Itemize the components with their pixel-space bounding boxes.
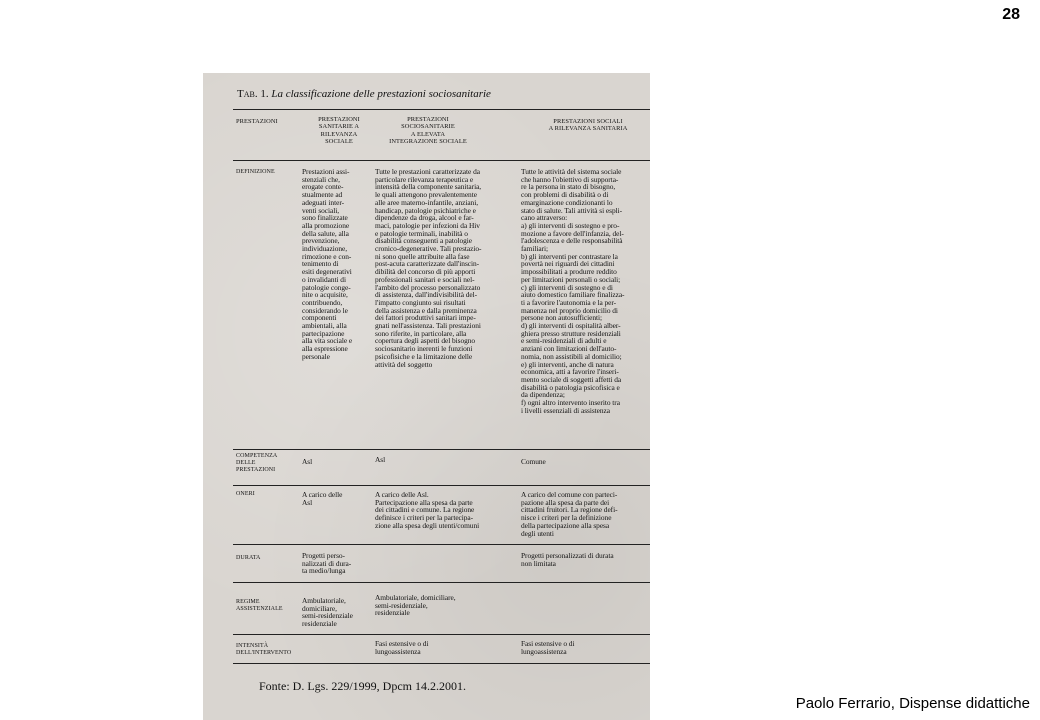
cell-definizione-sanitarie: Prestazioni assi- stenziali che, erogate conte- stualmente ad adeguati inter- venti sociali, sono finalizzate alla promozione della salute, alla prevenzione, individuazione, rimozione e con- tenimento di esiti degenerativi o invalidanti di patologie conge- nite o acquisite, contribuendo, considerando le componenti ambientali, alla partecipazione alla vita sociale e alla espressione personale: [302, 167, 353, 361]
row-label-regime-assistenziale: REGIME ASSISTENZIALE: [236, 599, 283, 613]
cell-intensita-sociosanitarie: Fasi estensive o di lungoassistenza: [375, 639, 429, 656]
footer-credit: Paolo Ferrario, Dispense didattiche: [795, 695, 1030, 712]
table-label: Tab. 1.: [237, 88, 269, 100]
cell-competenza-sociosanitarie: Asl: [375, 455, 386, 464]
table-top-rule: [233, 109, 650, 110]
row-label-competenza: COMPETENZA DELLE PRESTAZIONI: [236, 453, 278, 474]
page-number: 28: [1002, 6, 1020, 23]
table-bottom-rule: [233, 663, 650, 664]
row-rule-1: [233, 449, 650, 450]
row-rule-3: [233, 544, 650, 545]
cell-competenza-sociali: Comune: [521, 457, 546, 466]
cell-intensita-sociali: Fasi estensive o di lungoassistenza: [521, 639, 575, 656]
scanned-table-page: [203, 73, 650, 720]
cell-regime-sociosanitarie: Ambulatoriale, domiciliare, semi-residenziale, residenziale: [375, 593, 456, 618]
cell-regime-sanitarie: Ambulatoriale, domiciliare, semi-residenziale residenziale: [302, 596, 353, 629]
row-rule-5: [233, 634, 650, 635]
header-prestazioni: PRESTAZIONI: [236, 118, 278, 125]
header-sociosanitarie-elevata-integrazione: PRESTAZIONI SOCIOSANITARIE A ELEVATA INTEGRAZIONE SOCIALE: [389, 116, 467, 146]
row-label-oneri: ONERI: [236, 491, 255, 497]
cell-durata-sociali: Progetti personalizzati di durata non limitata: [521, 551, 614, 568]
row-label-definizione: DEFINIZIONE: [236, 169, 275, 175]
table-title: La classificazione delle prestazioni sociosanitarie: [271, 88, 491, 100]
table-caption: [237, 88, 637, 100]
cell-competenza-sanitarie: Asl: [302, 457, 313, 466]
row-label-intensita: INTENSITÀ DELL'INTERVENTO: [236, 643, 292, 657]
cell-oneri-sanitarie: A carico delle Asl: [302, 490, 343, 507]
header-bottom-rule: [233, 160, 650, 161]
header-sociali-rilevanza-sanitaria: PRESTAZIONI SOCIALI A RILEVANZA SANITARIA: [548, 118, 628, 133]
cell-definizione-sociali: Tutte le attività del sistema sociale che hanno l'obiettivo di supporta- re la persona in stato di bisogno, con problemi di disabilità o di emarginazione condizionanti lo stato di salute. Tali attività si espli- cano attraverso: a) gli interventi di sostegno e pro- mozione a favore dell'infanzia, del- l'adolescenza e delle responsabilità familiari; b) gli interventi per contrastare la povertà nei riguardi dei cittadini impossibilitati a produrre reddito per limitazioni personali o sociali; c) gli interventi di sostegno e di aiuto domestico familiare finalizza- ti a favorire l'autonomia e la per- manenza nel proprio domicilio di persone non autosufficienti; d) gli interventi di ospitalità alber- ghiera presso strutture residenziali e semi-residenziali di adulti e anziani con limitazioni dell'auto- nomia, non assistibili al domicilio; e) gli interventi, anche di natura economica, atti a favorire l'inseri- mento sociale di soggetti affetti da disabilità o patologia psicofisica e da dipendenza; f) ogni altro intervento inserito tra i livelli essenziali di assistenza: [521, 167, 625, 415]
row-rule-2: [233, 485, 650, 486]
table-source: Fonte: D. Lgs. 229/1999, Dpcm 14.2.2001.: [259, 679, 466, 693]
cell-oneri-sociali: A carico del comune con parteci- pazione alla spesa da parte dei cittadini fruitori. La regione defi- nisce i criteri per la definizione della partecipazione alla spesa degli utenti: [521, 490, 618, 538]
cell-definizione-sociosanitarie: Tutte le prestazioni caratterizzate da particolare rilevanza terapeutica e intensità della componente sanitaria, le quali attengono prevalentemente alle aree materno-infantile, anziani, handicap, patologie psichiatriche e dipendenze da droga, alcool e far- maci, patologie per infezioni da Hiv e patologie terminali, inabilità o disabilità conseguenti a patologie cronico-degenerative. Tali prestazio- ni sono quelle attribuite alla fase post-acuta caratterizzate dall'inscin- dibilità del concorso di più apporti professionali sanitari e sociali nel- l'ambito del processo personalizzato di assistenza, dall'indivisibilità del- l'impatto congiunto sui risultati della assistenza e dalla preminenza dei fattori produttivi sanitari impe- gnati nell'assistenza. Tali prestazioni sono riferite, in particolare, alla copertura degli aspetti del bisogno sociosanitario inerenti le funzioni psicofisiche e la limitazione delle attività del soggetto: [375, 167, 482, 369]
cell-durata-sanitarie: Progetti perso- nalizzati di dura- ta medio/lunga: [302, 551, 352, 576]
header-sanitarie-rilevanza-sociale: PRESTAZIONI SANITARIE A RILEVANZA SOCIALE: [318, 116, 360, 146]
row-label-durata: DURATA: [236, 555, 261, 561]
row-rule-4: [233, 582, 650, 583]
cell-oneri-sociosanitarie: A carico delle Asl. Partecipazione alla spesa da parte dei cittadini e comune. La regione definisce i criteri per la partecipa- zione alla spesa degli utenti/comuni: [375, 490, 480, 530]
